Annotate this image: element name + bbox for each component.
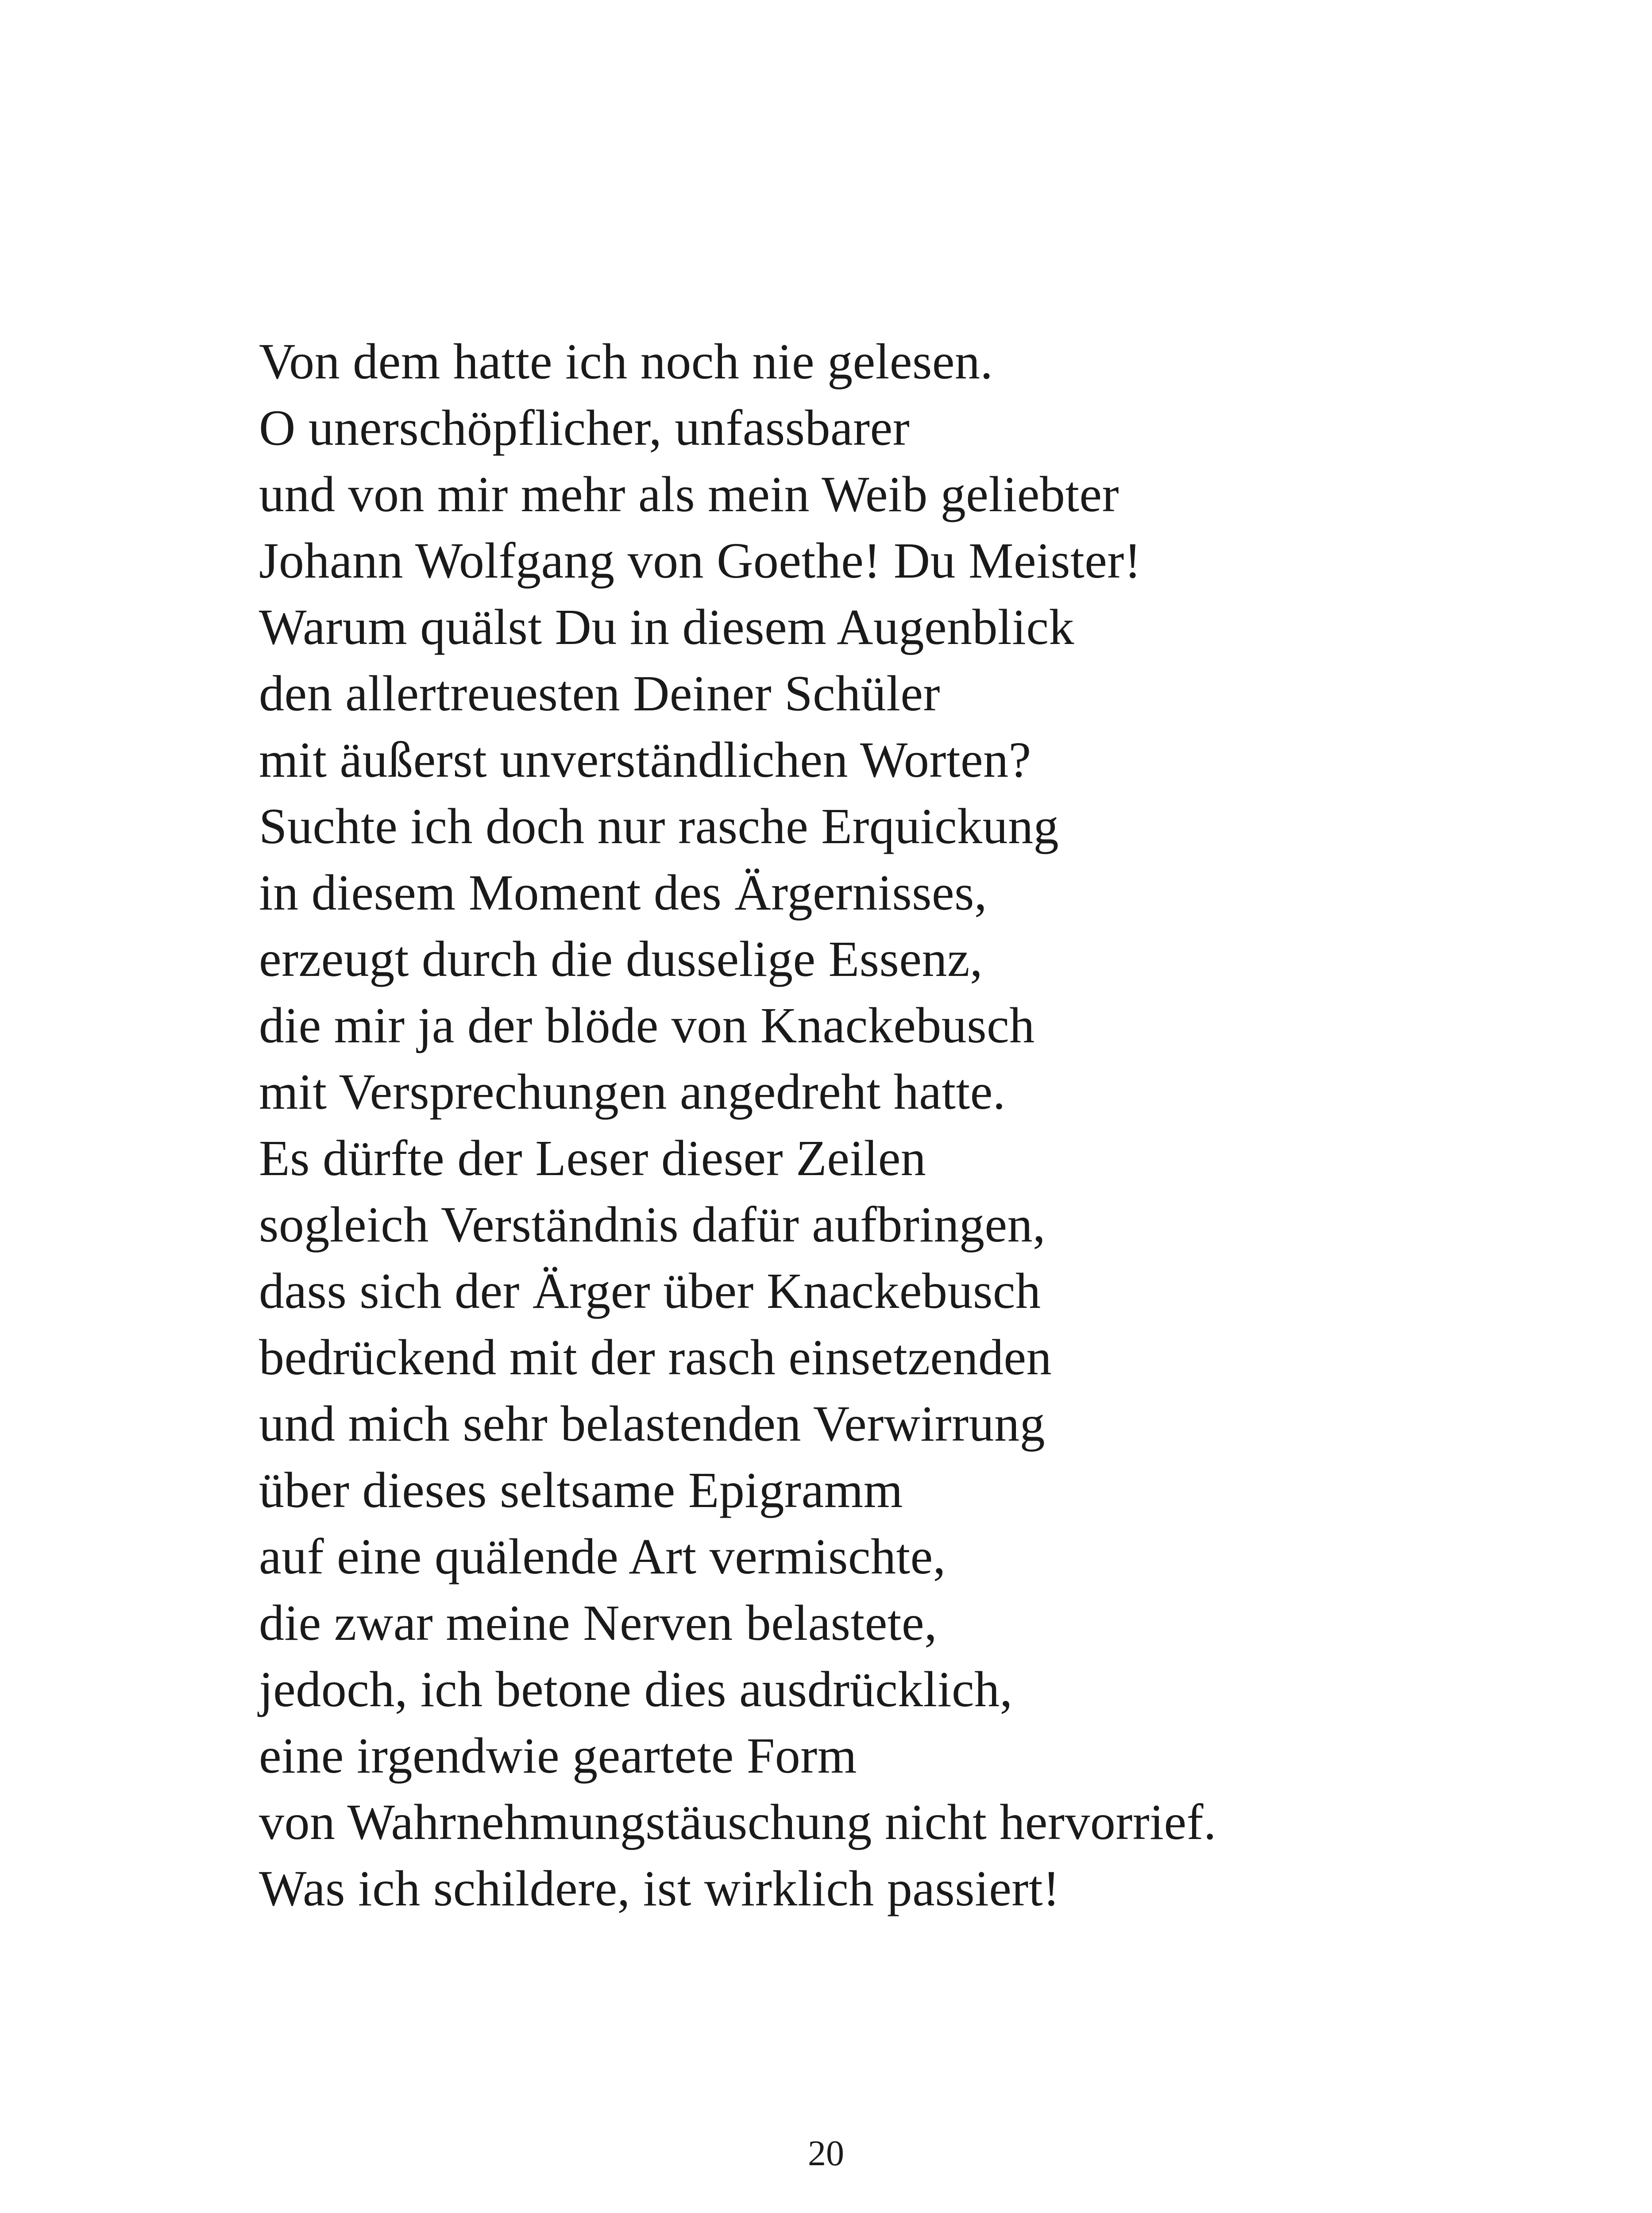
poem-line: den allertreuesten Deiner Schüler (259, 665, 940, 721)
poem-line: bedrückend mit der rasch einsetzenden (259, 1329, 1052, 1385)
poem-line: dass sich der Ärger über Knackebusch (259, 1263, 1041, 1319)
poem-line: von Wahrnehmungstäuschung nicht hervorrief. (259, 1794, 1217, 1850)
poem-line: Es dürfte der Leser dieser Zeilen (259, 1130, 926, 1186)
page-number: 20 (808, 2133, 844, 2173)
poem-line: O unerschöpflicher, unfassbarer (259, 400, 910, 456)
poem-line: Warum quälst Du in diesem Augenblick (259, 599, 1074, 655)
poem-line: Johann Wolfgang von Goethe! Du Meister! (259, 532, 1142, 589)
poem-line: auf eine quälende Art vermischte, (259, 1528, 946, 1585)
poem-line: und mich sehr belastenden Verwirrung (259, 1396, 1046, 1452)
poem-line: Was ich schildere, ist wirklich passiert! (259, 1860, 1060, 1916)
poem-line: in diesem Moment des Ärgernisses, (259, 864, 988, 921)
poem-line: eine irgendwie geartete Form (259, 1727, 857, 1784)
poem-text (259, 328, 1216, 1922)
poem-line: Suchte ich doch nur rasche Erquickung (259, 798, 1059, 854)
poem-line: mit Versprechungen angedreht hatte. (259, 1064, 1006, 1120)
poem-line: sogleich Verständnis dafür aufbringen, (259, 1196, 1046, 1253)
poem-line: Von dem hatte ich noch nie gelesen. (259, 333, 993, 389)
poem-line: über dieses seltsame Epigramm (259, 1462, 903, 1518)
poem-line: erzeugt durch die dusselige Essenz, (259, 931, 983, 987)
poem-line: und von mir mehr als mein Weib geliebter (259, 466, 1119, 522)
poem-line: jedoch, ich betone dies ausdrücklich, (259, 1661, 1013, 1717)
poem-line: mit äußerst unverständlichen Worten? (259, 732, 1031, 788)
poem-line: die zwar meine Nerven belastete, (259, 1595, 938, 1651)
poem-line: die mir ja der blöde von Knackebusch (259, 997, 1035, 1053)
